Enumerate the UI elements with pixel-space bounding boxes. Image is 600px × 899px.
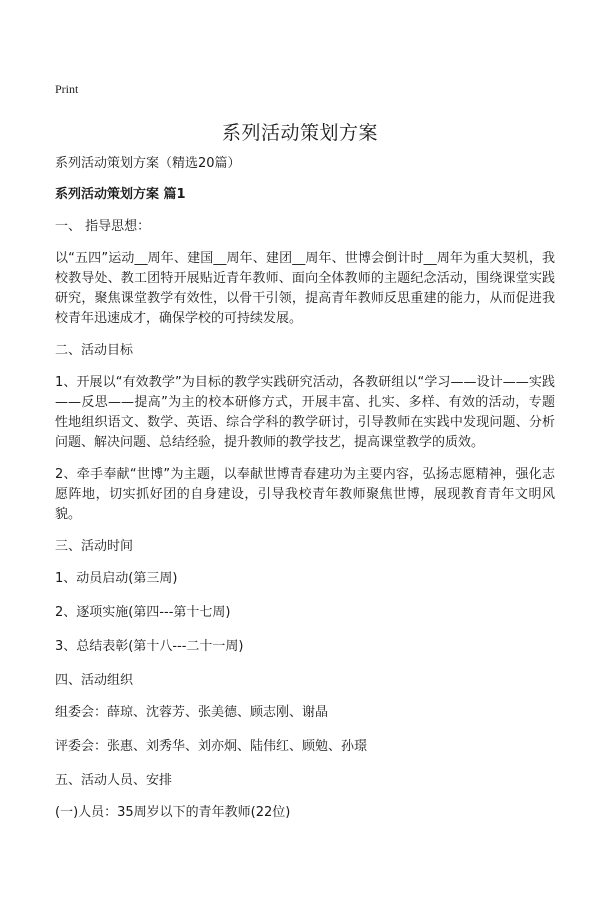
staff-item-1: (一)人员：35周岁以下的青年教师(22位) — [55, 805, 291, 820]
section-heading-organization: 四、活动组织 — [55, 673, 134, 688]
time-item-2: 2、逐项实施(第四---第十七周) — [55, 605, 231, 620]
section-heading-staff: 五、活动人员、安排 — [55, 773, 173, 788]
page-title: 系列活动策划方案 — [221, 122, 378, 144]
time-item-1: 1、动员启动(第三周) — [55, 571, 178, 586]
print-label: Print — [55, 82, 79, 96]
judging-committee: 评委会：张惠、刘秀华、刘亦炯、陆伟红、顾勉、孙璟 — [55, 739, 368, 754]
section-heading-guiding: 一、 指导思想： — [55, 219, 151, 234]
goal-paragraph-2: 2、牵手奉献“世博”为主题，以奉献世博青春建功为主要内容，弘扬志愿精神，强化志愿阵地，切实抓好团的自身建设，引导我校青年教师聚焦世博，展现教育青年文明风貌。 — [55, 467, 555, 522]
goal-paragraph-1: 1、开展以“有效教学”为目标的教学实践研究活动，各教研组以“学习——设计——实践——反思——提高”为主的校本研修方式，开展丰富、扎实、多样、有效的活动，专题性地组织语文、数学、英语、综合学科的教学研讨，引导教师在实践中发现问题、分析问题、解决问题、总结经验，提升教师的教学技艺，提高课堂教学的质效。 — [55, 375, 555, 450]
section-heading-time: 三、活动时间 — [55, 539, 134, 554]
article-heading: 系列活动策划方案 篇1 — [55, 187, 186, 202]
organizing-committee: 组委会：薛琼、沈蓉芳、张美德、顾志刚、谢晶 — [55, 705, 329, 720]
document-body — [55, 154, 555, 837]
guiding-paragraph: 以“五四”运动__周年、建国__周年、建团__周年、世博会倒计时__周年为重大契机，我校教导处、教工团特开展贴近青年教师、面向全体教师的主题纪念活动，围绕课堂实践研究，聚焦课堂教学有效性，以骨干引领，提高青年教师反思重建的能力，从而促进我校青年迅速成才，确保学校的可持续发展。 — [55, 251, 555, 326]
time-item-3: 3、总结表彰(第十八---二十一周) — [55, 639, 244, 654]
section-heading-goals: 二、活动目标 — [55, 343, 134, 358]
document-subtitle: 系列活动策划方案（精选20篇） — [55, 156, 241, 171]
